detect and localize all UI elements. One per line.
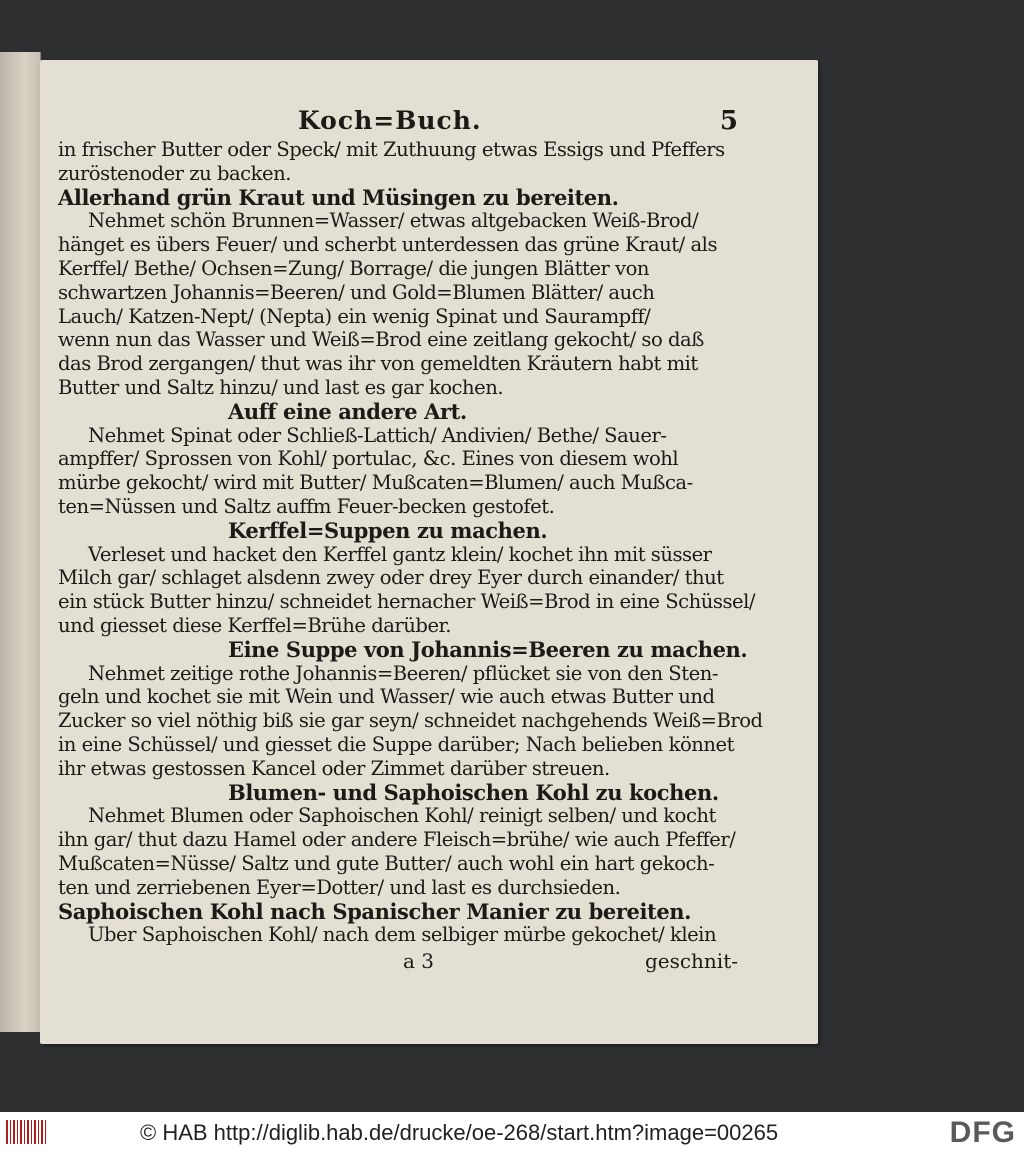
text-line: Lauch/ Katzen-Nept/ (Nepta) ein wenig Spinat und Saurampff/ [58, 304, 651, 328]
text-line: Milch gar/ schlaget alsdenn zwey oder drey Eyer durch einander/ thut [58, 566, 724, 590]
section-heading: Kerffel=Suppen zu machen. [228, 517, 548, 543]
page-number: 5 [719, 106, 738, 136]
text-line: ampffer/ Sprossen von Kohl/ portulac, &c. Eines von diesem wohl [58, 447, 679, 471]
text-line: geln und kochet sie mit Wein und Wasser/ wie auch etwas Butter und [58, 685, 715, 709]
text-line: das Brod zergangen/ thut was ihr von gemeldten Kräutern habt mit [58, 352, 698, 376]
hab-logo-icon [6, 1120, 46, 1144]
text-line: in frischer Butter oder Speck/ mit Zuthuung etwas Essigs und Pfeffers [58, 138, 725, 161]
viewer-footer [0, 1112, 1024, 1152]
section-heading: Auff eine andere Art. [228, 398, 467, 424]
running-head [58, 106, 738, 138]
text-line: ihr etwas gestossen Kancel oder Zimmet darüber streuen. [58, 756, 610, 780]
page-content [58, 106, 763, 975]
text-line: Nehmet Spinat oder Schließ-Lattich/ Andivien/ Bethe/ Sauer- [88, 423, 667, 447]
text-line: Nehmet Blumen oder Saphoischen Kohl/ reinigt selben/ und kocht [88, 804, 716, 828]
text-line: in eine Schüssel/ und giesset die Suppe darüber; Nach belieben könnet [58, 732, 734, 756]
text-line: zuröstenoder zu backen. [58, 161, 291, 185]
text-line: Nehmet zeitige rothe Johannis=Beeren/ pflücket sie von den Sten- [88, 661, 718, 685]
catchword: geschnit- [644, 949, 738, 974]
text-line: und giesset diese Kerffel=Brühe darüber. [58, 613, 451, 637]
text-line: Zucker so viel nöthig biß sie gar seyn/ schneidet nachgehends Weiß=Brod [58, 709, 763, 733]
text-line: hänget es übers Feuer/ und scherbt unterdessen das grüne Kraut/ als [58, 233, 717, 257]
section-heading: Eine Suppe von Johannis=Beeren zu machen. [228, 636, 748, 662]
running-title: Koch=Buch. [298, 106, 482, 135]
text-line: Kerffel/ Bethe/ Ochsen=Zung/ Borrage/ die jungen Blätter von [58, 256, 650, 280]
signature-mark: a 3 [403, 949, 435, 974]
text-line: ein stück Butter hinzu/ schneidet hernacher Weiß=Brod in eine Schüssel/ [58, 590, 755, 614]
text-line: ten=Nüssen und Saltz auffm Feuer-becken gestofet. [58, 494, 555, 518]
text-line: Nehmet schön Brunnen=Wasser/ etwas altgebacken Weiß-Brod/ [88, 209, 699, 233]
text-line: wenn nun das Wasser und Weiß=Brod eine zeitlang gekocht/ so daß [58, 328, 704, 352]
text-line: ihn gar/ thut dazu Hamel oder andere Fleisch=brühe/ wie auch Pfeffer/ [58, 828, 736, 852]
text-line: schwartzen Johannis=Beeren/ und Gold=Blumen Blätter/ auch [58, 280, 655, 304]
page-footer [58, 949, 738, 975]
section-heading: Allerhand grün Kraut und Müsingen zu bereiten. [58, 184, 619, 210]
text-line: ten und zerriebenen Eyer=Dotter/ und last es durchsieden. [58, 875, 621, 899]
dfg-logo: DFG [949, 1116, 1016, 1149]
text-line: Mußcaten=Nüsse/ Saltz und gute Butter/ auch wohl ein hart gekoch- [58, 851, 715, 875]
book-page [40, 60, 818, 1044]
text-line: Butter und Saltz hinzu/ und last es gar kochen. [58, 375, 504, 399]
text-line: Verleset und hacket den Kerffel gantz klein/ kochet ihn mit süsser [88, 542, 712, 566]
section-heading: Saphoischen Kohl nach Spanischer Manier zu bereiten. [58, 898, 692, 924]
text-line: Uber Saphoischen Kohl/ nach dem selbiger mürbe gekochet/ klein [88, 923, 717, 947]
section-heading: Blumen- und Saphoischen Kohl zu kochen. [228, 779, 719, 805]
previous-page-edge [0, 52, 41, 1032]
text-line: mürbe gekocht/ wird mit Butter/ Mußcaten=Blumen/ auch Mußca- [58, 471, 693, 495]
text-block [58, 138, 763, 947]
copyright-url[interactable]: © HAB http://diglib.hab.de/drucke/oe-268/start.htm?image=00265 [140, 1120, 779, 1145]
